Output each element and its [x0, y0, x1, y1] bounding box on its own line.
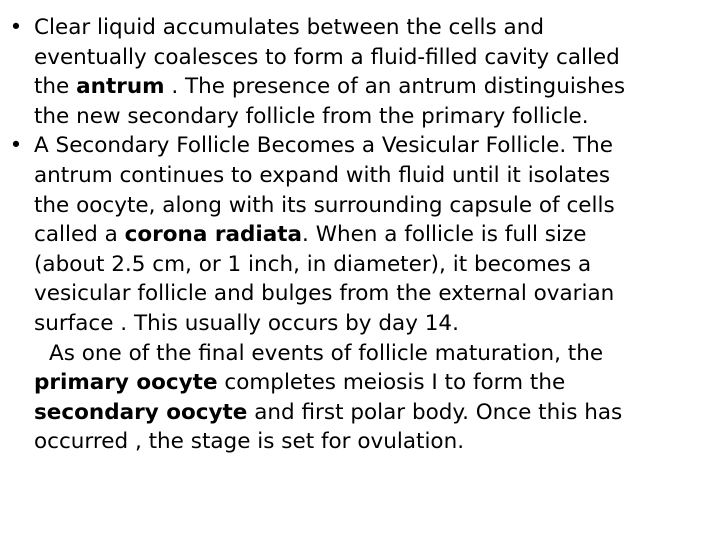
text-line: Clear liquid accumulates between the cells and: [34, 15, 544, 40]
bullet-item-vesicular-follicle: [9, 131, 698, 457]
term-secondary-oocyte: secondary oocyte: [34, 399, 248, 425]
bullet-dot-icon: •: [9, 15, 23, 40]
bullet-dot-icon: •: [9, 133, 23, 159]
text-line: secondary oocyte and first polar body. Once this has: [34, 399, 623, 425]
bullet-item-antrum: [9, 13, 698, 131]
text-line: eventually coalesces to form a fluid-filled cavity called: [34, 44, 620, 70]
term-antrum: antrum: [76, 74, 165, 100]
text-line: occurred , the stage is set for ovulation.: [34, 429, 465, 455]
text-line: the new secondary follicle from the primary follicle.: [34, 103, 589, 129]
text-line: antrum continues to expand with fluid until it isolates: [34, 162, 611, 188]
text-line: the antrum . The presence of an antrum distinguishes: [34, 74, 626, 100]
bullet-list: [9, 13, 698, 457]
text-line: vesicular follicle and bulges from the external ovarian: [34, 281, 615, 307]
term-corona-radiata: corona radiata: [124, 222, 303, 248]
text-line: A Secondary Follicle Becomes a Vesicular Follicle. The: [34, 133, 613, 159]
text-line: surface . This usually occurs by day 14.: [34, 310, 459, 336]
term-primary-oocyte: primary oocyte: [34, 370, 218, 396]
text-line: primary oocyte completes meiosis I to form the: [34, 370, 566, 396]
text-line: (about 2.5 cm, or 1 inch, in diameter), it becomes a: [34, 251, 592, 277]
text-line: called a corona radiata. When a follicle is full size: [34, 222, 587, 248]
text-line: As one of the final events of follicle maturation, the: [49, 340, 604, 366]
text-line: the oocyte, along with its surrounding capsule of cells: [34, 192, 615, 218]
